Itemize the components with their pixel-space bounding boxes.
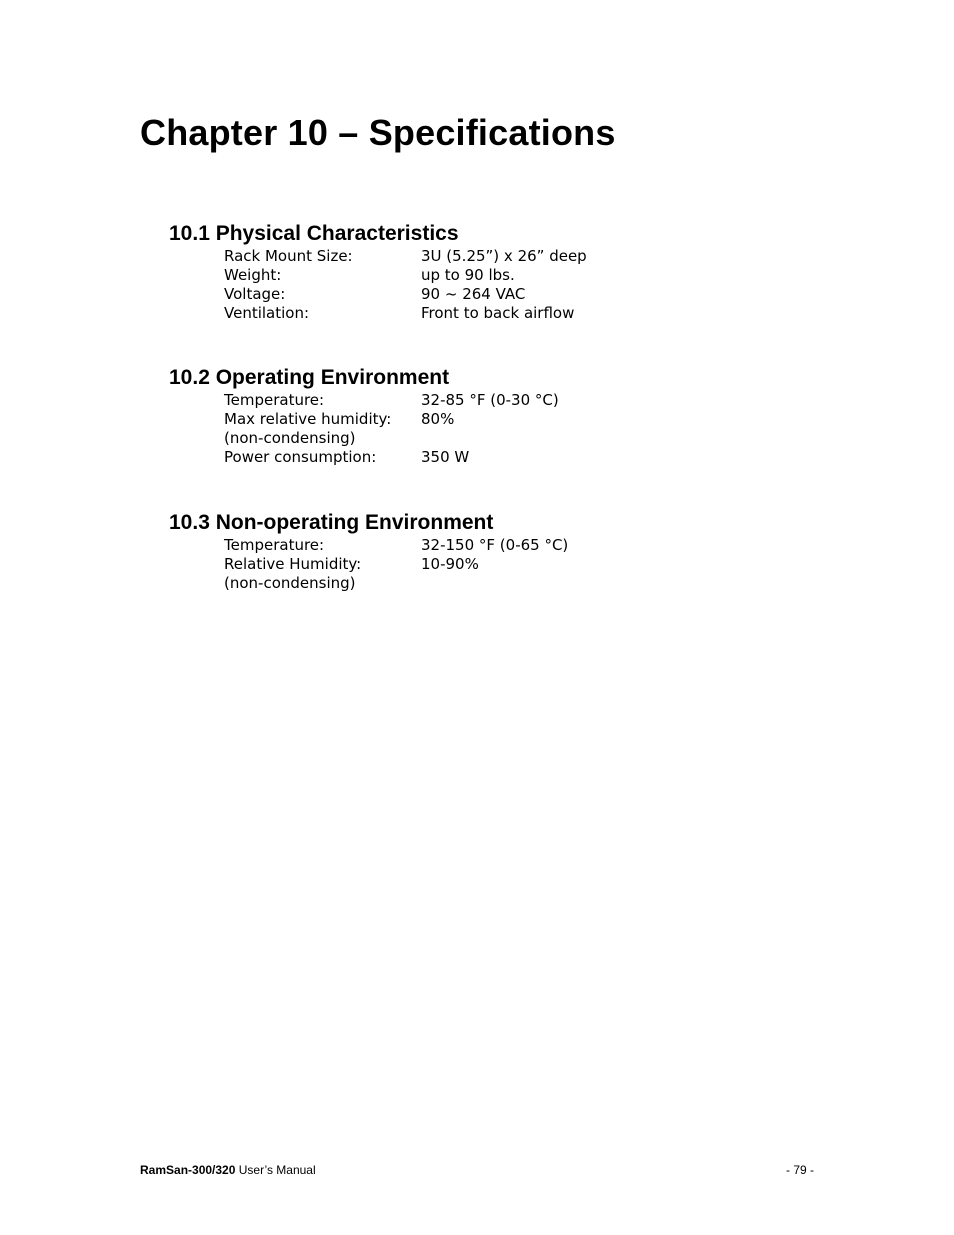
spec-value: 32-85 °F (0-30 °C) bbox=[421, 391, 559, 409]
section-heading: 10.3 Non-operating Environment bbox=[169, 511, 494, 534]
spec-row bbox=[224, 285, 587, 304]
spec-row bbox=[224, 448, 559, 467]
spec-row bbox=[224, 391, 559, 410]
spec-value: Front to back airflow bbox=[421, 304, 575, 322]
spec-row bbox=[224, 247, 587, 266]
spec-label: (non-condensing) bbox=[224, 429, 356, 447]
footer-manual-label: User’s Manual bbox=[235, 1163, 316, 1177]
spec-label: Rack Mount Size: bbox=[224, 247, 353, 265]
spec-value: 90 ~ 264 VAC bbox=[421, 285, 526, 303]
spec-label: Voltage: bbox=[224, 285, 286, 303]
spec-row bbox=[224, 555, 568, 574]
section-heading: 10.1 Physical Characteristics bbox=[169, 222, 459, 245]
spec-label: Weight: bbox=[224, 266, 282, 284]
spec-label: Ventilation: bbox=[224, 304, 310, 322]
spec-row bbox=[224, 429, 559, 448]
spec-label: Relative Humidity: bbox=[224, 555, 362, 573]
footer-manual-title bbox=[140, 1163, 316, 1177]
spec-row bbox=[224, 266, 587, 285]
section-non-operating-environment bbox=[169, 510, 568, 593]
section-operating-environment bbox=[169, 365, 559, 467]
chapter-title: Chapter 10 – Specifications bbox=[140, 112, 616, 153]
spec-value: 10-90% bbox=[421, 555, 479, 573]
spec-table bbox=[224, 247, 587, 323]
footer-page-number: - 79 - bbox=[785, 1163, 814, 1177]
section-physical-characteristics bbox=[169, 221, 587, 323]
spec-value: up to 90 lbs. bbox=[421, 266, 515, 284]
spec-value: 32-150 °F (0-65 °C) bbox=[421, 536, 569, 554]
spec-row bbox=[224, 304, 587, 323]
spec-table bbox=[224, 536, 568, 593]
spec-label: Max relative humidity: bbox=[224, 410, 392, 428]
section-heading: 10.2 Operating Environment bbox=[169, 366, 450, 389]
footer-product-name: RamSan-300/320 bbox=[140, 1163, 236, 1177]
spec-label: Temperature: bbox=[224, 536, 325, 554]
spec-table bbox=[224, 391, 559, 467]
spec-label: Power consumption: bbox=[224, 448, 377, 466]
spec-row bbox=[224, 574, 568, 593]
spec-row bbox=[224, 410, 559, 429]
spec-row bbox=[224, 536, 568, 555]
spec-value: 350 W bbox=[421, 448, 470, 466]
spec-label: Temperature: bbox=[224, 391, 325, 409]
spec-value: 3U (5.25”) x 26” deep bbox=[421, 247, 587, 265]
spec-label: (non-condensing) bbox=[224, 574, 356, 592]
spec-value: 80% bbox=[421, 410, 455, 428]
